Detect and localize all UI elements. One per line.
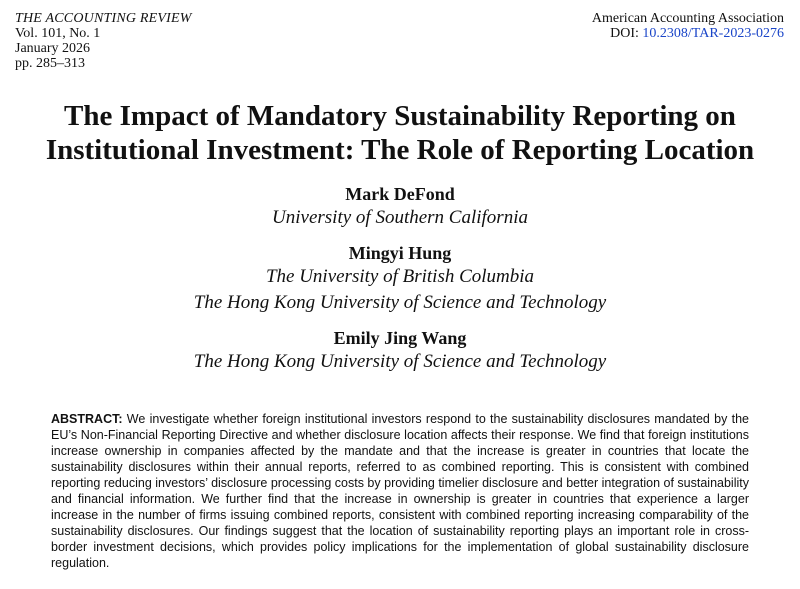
author-list [0,183,800,386]
doi-line [592,26,784,41]
journal-header-right [592,11,784,41]
abstract [51,411,749,571]
journal-header-left [15,11,192,71]
paper-title-line-1: The Impact of Mandatory Sustainability Reporting on [64,100,736,132]
abstract-label: ABSTRACT: [51,412,123,426]
author-name: Mark DeFond [345,184,455,204]
doi-link[interactable]: 10.2308/TAR-2023-0276 [642,26,784,41]
journal-pages: pp. 285–313 [15,56,85,71]
author-block [0,327,800,375]
author-name: Emily Jing Wang [333,328,467,348]
author-affiliation: The Hong Kong University of Science and Technology [193,351,607,372]
author-block [0,183,800,231]
abstract-text: We investigate whether foreign institutional investors respond to the sustainability disclosures mandated by the EU’s Non-Financial Reporting Directive and whether disclosure location affects their response. We find that foreign institutions increase ownership in companies affected by the mandate and that the increase is greater in countries that locate the sustainability disclosures within their annual reports, referred to as combined reporting. This is consistent with combined reporting reducing investors’ disclosure processing costs by providing timelier disclosure and better integration of sustainability and financial information. We further find that the increase in ownership is greater in countries that experience a larger increase in the number of firms issuing combined reports, consistent with combined reporting increasing comparability of the sustainability disclosures. Our findings suggest that the location of sustainability reporting plays an important role in cross-border investment decisions, which provides policy implications for the implementation of global sustainability disclosure regulation. [51,412,749,570]
author-affiliation: The University of British Columbia [265,266,535,287]
journal-volume: Vol. 101, No. 1 [15,26,101,41]
author-block [0,242,800,316]
paper-title-line-2: Institutional Investment: The Role of Reporting Location [45,134,755,166]
journal-date: January 2026 [15,41,91,56]
journal-name: THE ACCOUNTING REVIEW [15,11,192,26]
author-name: Mingyi Hung [348,243,452,263]
paper-title [0,99,800,167]
publisher-name: American Accounting Association [591,11,784,26]
author-affiliation: University of Southern California [272,207,528,228]
author-affiliation: The Hong Kong University of Science and Technology [193,292,607,313]
doi-label: DOI: [610,26,643,41]
